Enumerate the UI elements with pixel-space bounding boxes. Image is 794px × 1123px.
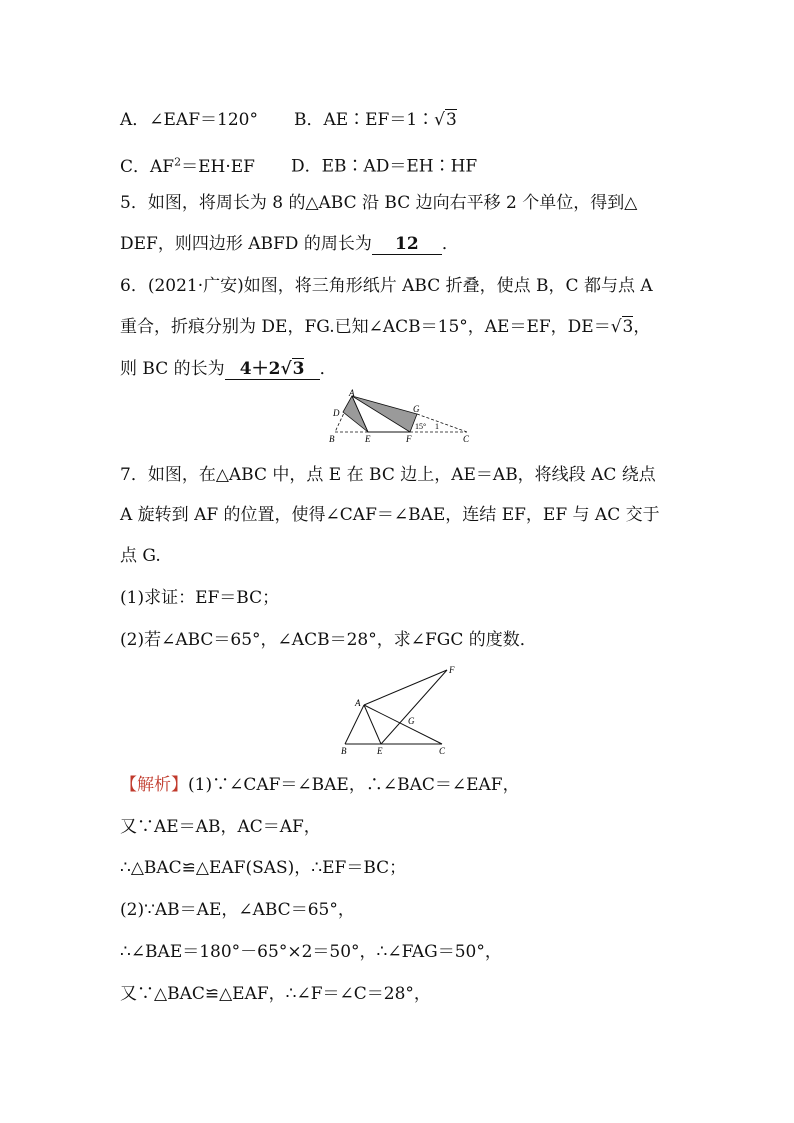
q6-line2: 重合，折痕分别为 DE，FG.已知∠ACB＝15°，AE＝EF，DE＝√3，: [120, 317, 651, 337]
q6-label-f: F: [406, 434, 412, 444]
q6-label-c: C: [463, 434, 470, 444]
q6-line3-end: ．: [319, 359, 337, 379]
q5-line1: 5．如图，将周长为 8 的△ABC 沿 BC 边向右平移 2 个单位，得到△: [120, 193, 638, 213]
q7-segment-ac: [364, 705, 442, 744]
q6-line2-radicand: 3: [622, 317, 634, 337]
solution-tag: 【解析】: [120, 775, 188, 795]
q5-line2: [120, 232, 459, 256]
q5-line2-text: DEF，则四边形 ABFD 的周长为: [120, 234, 372, 254]
q6-line3: [120, 357, 337, 381]
q4-option-b-text: B．AE∶EF＝1∶: [293, 110, 435, 130]
q6-line2-end: ，: [633, 317, 651, 337]
q6-line1: 6．(2021·广安)如图，将三角形纸片 ABC 折叠，使点 B，C 都与点 A: [120, 276, 653, 296]
q7-part1: (1)求证：EF＝BC；: [120, 588, 280, 608]
q7-label-g: G: [408, 716, 415, 726]
q4-options-row2: [120, 150, 477, 179]
q7-label-f: F: [449, 665, 455, 675]
q4-option-c: [120, 157, 255, 177]
q5-answer: 12: [372, 234, 442, 255]
solution-step3: ∴△BAC≌△EAF(SAS)，∴EF＝BC；: [120, 858, 407, 878]
q6-label-one: 1: [435, 422, 439, 431]
q6-label-angle: 15°: [415, 422, 427, 431]
solution-step4: (2)∵AB＝AE，∠ABC＝65°，: [120, 900, 355, 920]
q7-segment-af: [364, 670, 447, 705]
q4-option-b-radicand: 3: [446, 110, 457, 130]
q7-line2: A 旋转到 AF 的位置，使得∠CAF＝∠BAE，连结 EF，EF 与 AC 交于: [120, 505, 660, 525]
q6-label-b: B: [329, 434, 335, 444]
q4-option-a: A．∠EAF＝120°: [120, 110, 258, 130]
q4-option-b: B．AE∶EF＝1∶√3: [293, 110, 457, 130]
q6-answer: 4＋2√3: [225, 359, 320, 380]
q7-segment-ae: [364, 705, 381, 744]
q5-line2-end: ．: [441, 234, 459, 254]
q6-answer-radicand: 3: [292, 359, 305, 379]
q6-figure: [325, 388, 475, 444]
q4-option-c-superscript: 2: [174, 155, 182, 168]
q4-option-c-text-2: ＝EH·EF: [181, 156, 255, 177]
q7-segment-ab: [345, 705, 364, 744]
q6-label-g: G: [413, 404, 420, 414]
solution-step6: 又∵△BAC≌△EAF，∴∠F＝∠C＝28°，: [120, 984, 431, 1004]
q7-part2: (2)若∠ABC＝65°，∠ACB＝28°，求∠FGC 的度数．: [120, 630, 537, 650]
q6-label-a: A: [349, 388, 355, 398]
q6-line2-text: 重合，折痕分别为 DE，FG.已知∠ACB＝15°，AE＝EF，DE＝: [120, 317, 611, 337]
q6-answer-text: 4＋2: [239, 359, 281, 379]
q7-segment-ef: [381, 670, 447, 744]
solution-line1: [120, 773, 520, 797]
q6-label-d: D: [333, 408, 340, 418]
q4-option-c-text: C．AF: [120, 156, 175, 177]
q7-label-b: B: [341, 746, 347, 756]
q7-label-e: E: [377, 746, 383, 756]
q7-line1: 7．如图，在△ABC 中，点 E 在 BC 边上，AE＝AB，将线段 AC 绕点: [120, 465, 656, 485]
q7-figure: [335, 664, 465, 758]
q7-label-c: C: [439, 746, 446, 756]
q4-option-d: D．EB∶AD＝EH∶HF: [290, 156, 478, 177]
q7-line3: 点 G.: [120, 546, 161, 566]
q6-line3-text: 则 BC 的长为: [120, 359, 225, 379]
q4-options-row1: [120, 108, 457, 132]
solution-step1: (1)∵∠CAF＝∠BAE，∴∠BAC＝∠EAF，: [188, 775, 520, 795]
q6-label-e: E: [365, 434, 371, 444]
q7-label-a: A: [355, 698, 361, 708]
solution-step5: ∴∠BAE＝180°－65°×2＝50°，∴∠FAG＝50°，: [120, 942, 502, 962]
solution-step2: 又∵AE＝AB，AC＝AF，: [120, 817, 321, 837]
